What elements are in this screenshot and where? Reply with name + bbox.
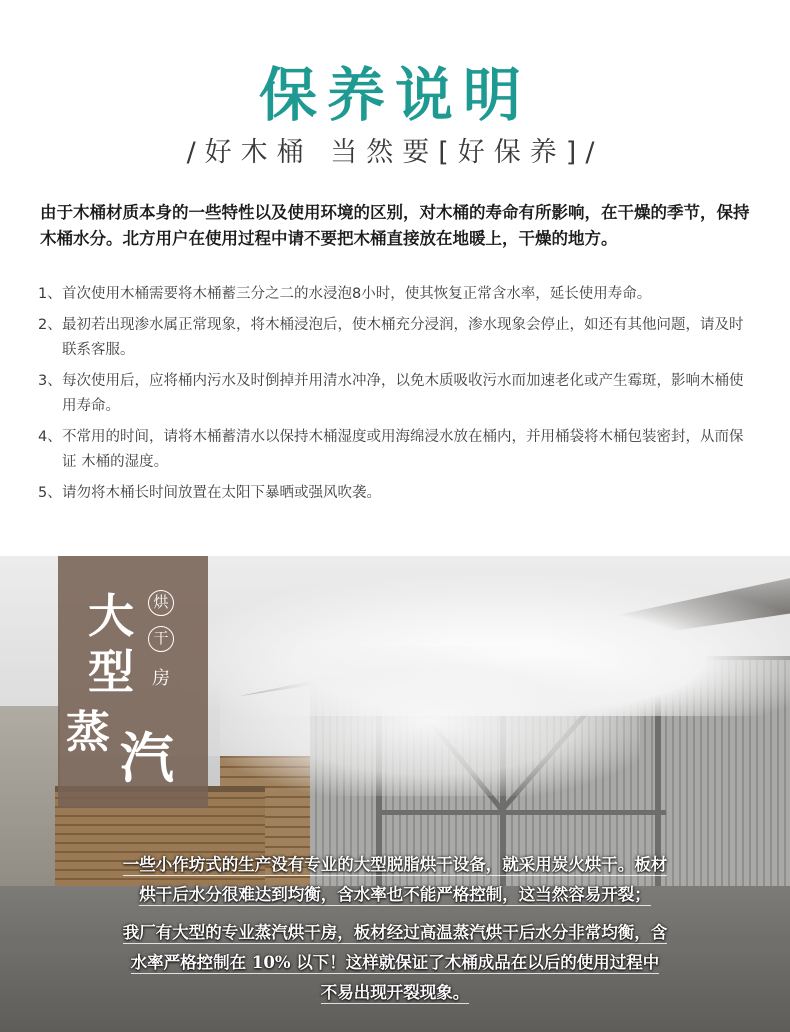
page-title: 保养说明 [258, 61, 531, 129]
badge-char: 大 [88, 589, 134, 643]
rule-item [38, 313, 754, 363]
caption-line: 一些小作坊式的生产没有专业的大型脱脂烘干设备，就采用炭火烘干。板材 [122, 855, 668, 874]
rule-text: 不常用的时间，请将木桶蓄清水以保持木桶湿度或用海绵浸水放在桶内，并用桶袋将木桶包装密封，从而保证 木桶的湿度。 [62, 429, 744, 470]
rule-number: 2、 [38, 317, 62, 333]
drying-room-photo [0, 556, 790, 1032]
page-subtitle: /好木桶 当然要[好保养]/ [186, 137, 604, 168]
building-left [0, 706, 60, 896]
badge-char: 汽 [120, 727, 174, 790]
rule-number: 3、 [38, 373, 62, 389]
caption-line: 烘干后水分很难达到均衡，含水率也不能严格控制，这当然容易开裂； [139, 885, 651, 904]
intro-paragraph: 由于木桶材质本身的一些特性以及使用环境的区别，对木桶的寿命有所影响，在干燥的季节，保持木桶水分。北方用户在使用过程中请不要把木桶直接放在地暖上，干燥的地方。 [40, 203, 750, 248]
rule-item [38, 425, 754, 475]
steam-cloud [220, 646, 640, 796]
badge-small-char: 房 [152, 668, 170, 689]
rule-text: 最初若出现渗水属正常现象，将木桶浸泡后，使木桶充分浸润，渗水现象会停止，如还有其他问题，请及时联系客服。 [62, 317, 744, 358]
badge-char: 型 [88, 645, 134, 699]
badge-circle-char: 烘 [148, 590, 174, 616]
badge-char: 蒸 [66, 707, 110, 758]
caption-line: 我厂有大型的专业蒸汽烘干房，板材经过高温蒸汽烘干后水分非常均衡，含 [122, 923, 668, 942]
rule-item [38, 481, 754, 506]
rule-text: 首次使用木桶需要将木桶蓄三分之二的水浸泡8小时，使其恢复正常含水率，延长使用寿命。 [62, 286, 652, 302]
rule-number: 5、 [38, 485, 62, 501]
rule-text: 每次使用后，应将桶内污水及时倒掉并用清水冲净，以免木质吸收污水而加速老化或产生霉斑，影响木桶使用寿命。 [62, 373, 744, 414]
caption-line: 水率严格控制在 10% 以下！这样就保证了木桶成品在以后的使用过程中 [130, 953, 660, 972]
drying-room-caption [90, 850, 700, 1008]
rule-item [38, 282, 754, 307]
rule-text: 请勿将木桶长时间放置在太阳下暴晒或强风吹袭。 [62, 485, 381, 501]
caption-line: 不易出现开裂现象。 [320, 983, 470, 1002]
steam-drying-room-badge [58, 556, 208, 808]
rule-item [38, 369, 754, 419]
maintenance-rules-list [38, 282, 754, 512]
badge-circle-char: 干 [148, 626, 174, 652]
rule-number: 1、 [38, 286, 62, 302]
rule-number: 4、 [38, 429, 62, 445]
